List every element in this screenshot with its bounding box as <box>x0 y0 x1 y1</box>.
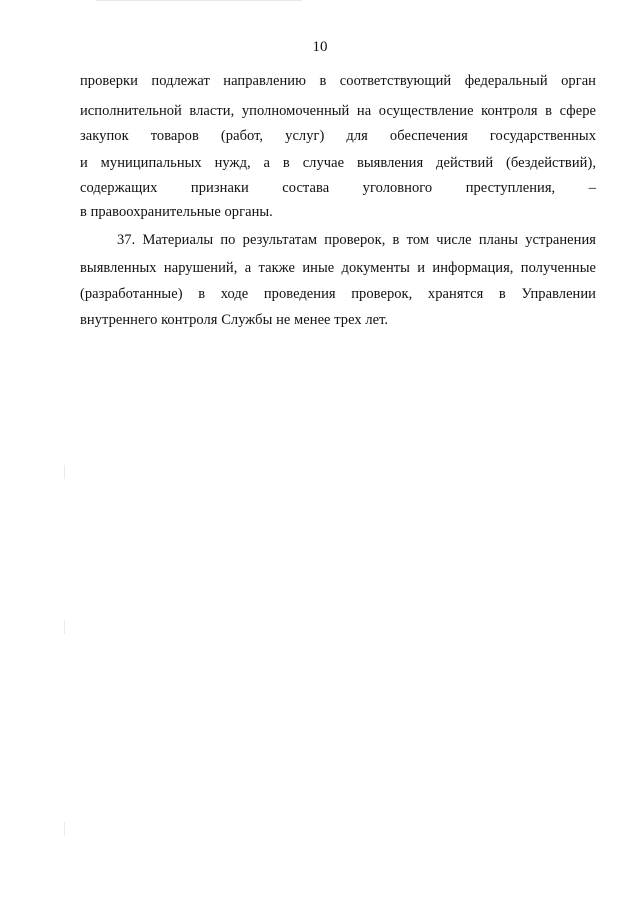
paragraph-36-line-2: исполнительной власти, уполномоченный на осуществление контроля в сфере <box>80 103 596 119</box>
scan-margin-mark <box>64 465 65 479</box>
scan-margin-mark <box>64 822 65 836</box>
paragraph-36-line-3: закупок товаров (работ, услуг) для обеспечения государственных <box>80 128 596 144</box>
paragraph-36-line-1: проверки подлежат направлению в соответствующий федеральный орган <box>80 73 596 89</box>
scan-margin-mark <box>64 620 65 634</box>
paragraph-37-line-2: выявленных нарушений, а также иные документы и информация, полученные <box>80 260 596 276</box>
scan-edge-mark <box>96 0 302 1</box>
paragraph-36-line-5: содержащих признаки состава уголовного преступления, – <box>80 180 596 196</box>
page-number: 10 <box>312 39 328 55</box>
paragraph-36-line-6: в правоохранительные органы. <box>80 204 273 220</box>
paragraph-37-line-1: 37. Материалы по результатам проверок, в том числе планы устранения <box>117 232 596 248</box>
paragraph-37-line-3: (разработанные) в ходе проведения проверок, хранятся в Управлении <box>80 286 596 302</box>
paragraph-37-line-4: внутреннего контроля Службы не менее трех лет. <box>80 312 389 328</box>
paragraph-36-line-4: и муниципальных нужд, а в случае выявления действий (бездействий), <box>80 155 596 171</box>
